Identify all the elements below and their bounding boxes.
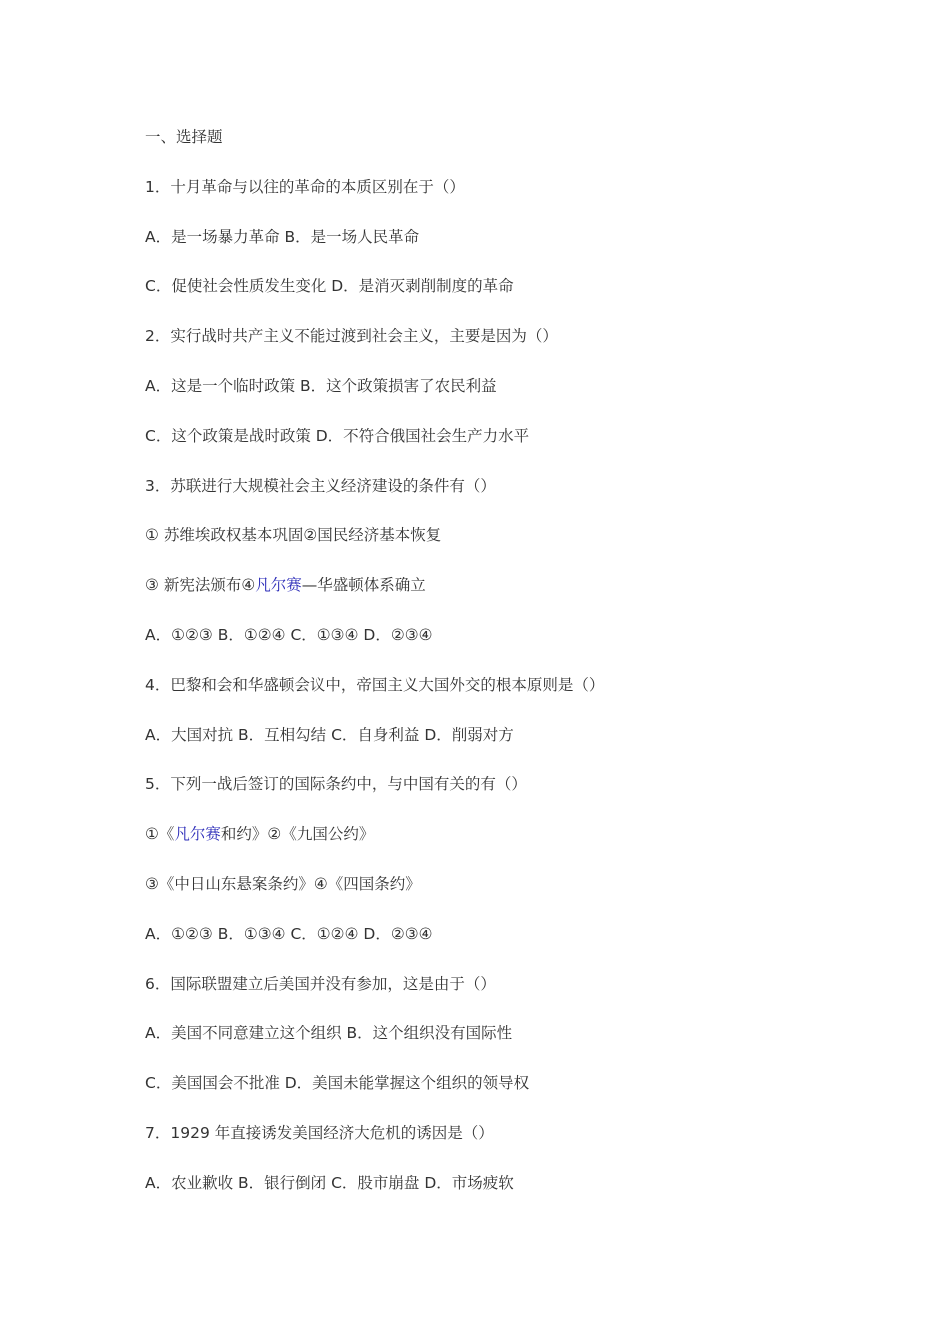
question-line: [145, 1071, 529, 1095]
question-line: [145, 573, 426, 597]
question-line: [145, 324, 558, 348]
question-line: [145, 374, 497, 398]
question-line: [145, 225, 419, 249]
question-line: [145, 523, 441, 547]
line-text: 3．苏联进行大规模社会主义经济建设的条件有（）: [145, 476, 496, 495]
line-text: A．①②③ B．①③④ C．①②④ D．②③④: [145, 924, 433, 943]
line-text: A．大国对抗 B．互相勾结 C．自身利益 D．削弱对方: [145, 725, 514, 744]
line-text: 6．国际联盟建立后美国并没有参加，这是由于（）: [145, 974, 496, 993]
line-text: 1．十月革命与以往的革命的本质区别在于（）: [145, 177, 465, 196]
line-text: 4．巴黎和会和华盛顿会议中，帝国主义大国外交的根本原则是（）: [145, 675, 605, 694]
question-line: [145, 1021, 512, 1045]
line-text: A．①②③ B．①②④ C．①③④ D．②③④: [145, 626, 433, 644]
section-heading: [145, 125, 223, 149]
question-line: [145, 673, 604, 697]
question-line: [145, 1171, 514, 1195]
line-text: 一、选择题: [145, 128, 223, 146]
line-text: A．农业歉收 B．银行倒闭 C．股市崩盘 D．市场疲软: [145, 1173, 514, 1192]
line-text: 5．下列一战后签订的国际条约中，与中国有关的有（）: [145, 775, 527, 794]
question-line: [145, 1121, 494, 1145]
question-line: [145, 175, 465, 199]
line-text: ③《中日山东悬案条约》④《四国条约》: [145, 875, 421, 893]
question-line: [145, 922, 433, 946]
question-line: [145, 623, 433, 647]
line-text: ①《: [145, 825, 175, 844]
question-line: [145, 723, 514, 747]
question-line: [145, 424, 529, 448]
line-text: A．这是一个临时政策 B．这个政策损害了农民利益: [145, 377, 497, 395]
line-text: ③ 新宪法颁布④: [145, 576, 256, 595]
line-text: A．美国不同意建立这个组织 B．这个组织没有国际性: [145, 1024, 513, 1043]
question-line: [145, 822, 374, 846]
line-text: C．促使社会性质发生变化 D．是消灭剥削制度的革命: [145, 277, 514, 296]
question-line: [145, 274, 514, 298]
line-text: ① 苏维埃政权基本巩固②国民经济基本恢复: [145, 526, 442, 545]
line-text: C．美国国会不批准 D．美国未能掌握这个组织的领导权: [145, 1074, 530, 1093]
question-line: [145, 872, 421, 896]
link-text[interactable]: 凡尔赛: [174, 825, 221, 844]
line-text: A．是一场暴力革命 B．是一场人民革命: [145, 227, 420, 246]
line-text: C．这个政策是战时政策 D．不符合俄国社会生产力水平: [145, 426, 530, 445]
line-text: —华盛顿体系确立: [301, 576, 426, 595]
line-text: 和约》②《九国公约》: [220, 825, 375, 844]
line-text: 7．1929 年直接诱发美国经济大危机的诱因是（）: [145, 1124, 494, 1142]
link-text[interactable]: 凡尔赛: [255, 576, 302, 595]
question-line: [145, 972, 496, 996]
line-text: 2．实行战时共产主义不能过渡到社会主义，主要是因为（）: [145, 327, 558, 346]
question-line: [145, 772, 527, 796]
question-line: [145, 474, 496, 498]
